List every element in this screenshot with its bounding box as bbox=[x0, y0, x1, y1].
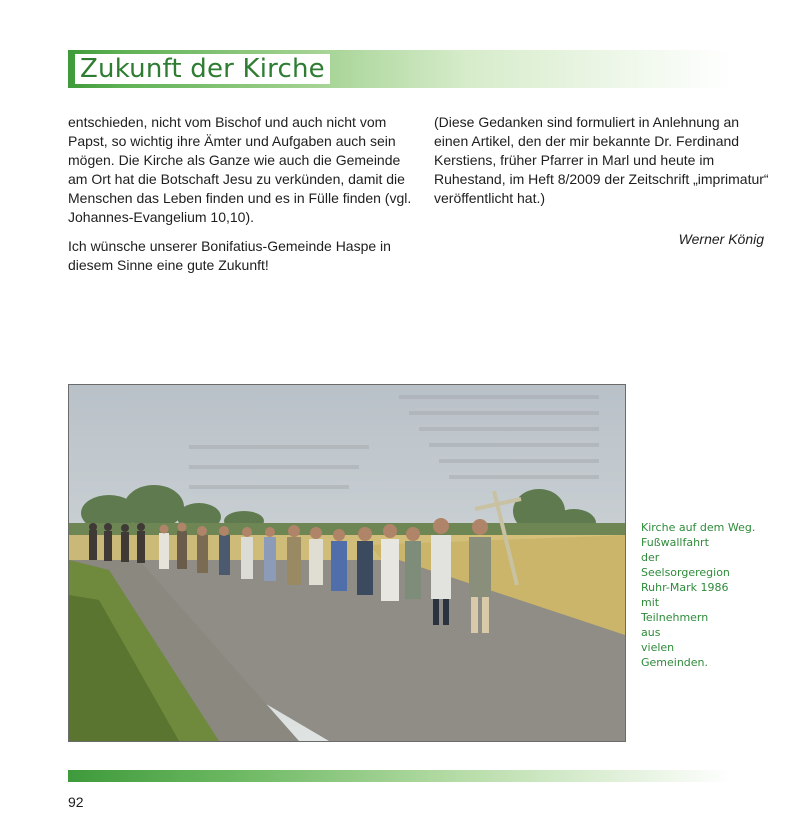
page-title: Zukunft der Kirche bbox=[75, 54, 330, 84]
left-text-column bbox=[68, 113, 413, 285]
footer-gradient-bar bbox=[68, 770, 732, 782]
pilgrimage-photo bbox=[68, 384, 626, 742]
paragraph: entschieden, nicht vom Bischof und auch nicht vom Papst, so wichtig ihre Ämter und Aufgaben auch sein mögen. Die Kirche als Ganze wie auch die Gemeinde am Ort hat die Botschaft Jesu zu verkünden, damit die Menschen das Leben finden und es in Fülle finden (vgl. Johannes-Evangelium 10,10). bbox=[68, 114, 412, 225]
caption-line: Gemeinden. bbox=[641, 656, 709, 669]
caption-line: Ruhr-Mark 1986 bbox=[641, 581, 729, 594]
caption-line: Kirche auf dem Weg. bbox=[641, 521, 756, 534]
caption-line: aus bbox=[641, 626, 661, 639]
photo-caption bbox=[641, 520, 791, 670]
caption-line: vielen bbox=[641, 641, 675, 654]
caption-line: Teilnehmern bbox=[641, 611, 709, 624]
caption-line: Fußwallfahrt bbox=[641, 536, 709, 549]
right-text-column bbox=[434, 113, 769, 218]
source-note-paragraph: (Diese Gedanken sind formuliert in Anlehnung an einen Artikel, den der mir bekannte Dr. Ferdinand Kerstiens, früher Pfarrer in Marl und heute im Ruhestand, im Heft 8/2009 der Zeitschrift „imprimatur“ veröffentlicht hat.) bbox=[434, 114, 769, 206]
author-signature: Werner König bbox=[678, 231, 764, 247]
caption-line: mit bbox=[641, 596, 660, 609]
page-number: 92 bbox=[68, 794, 84, 810]
caption-line: Seelsorgeregion bbox=[641, 566, 730, 579]
caption-line: der bbox=[641, 551, 660, 564]
paragraph: Ich wünsche unserer Bonifatius-Gemeinde Haspe in diesem Sinne eine gute Zukunft! bbox=[68, 238, 391, 273]
